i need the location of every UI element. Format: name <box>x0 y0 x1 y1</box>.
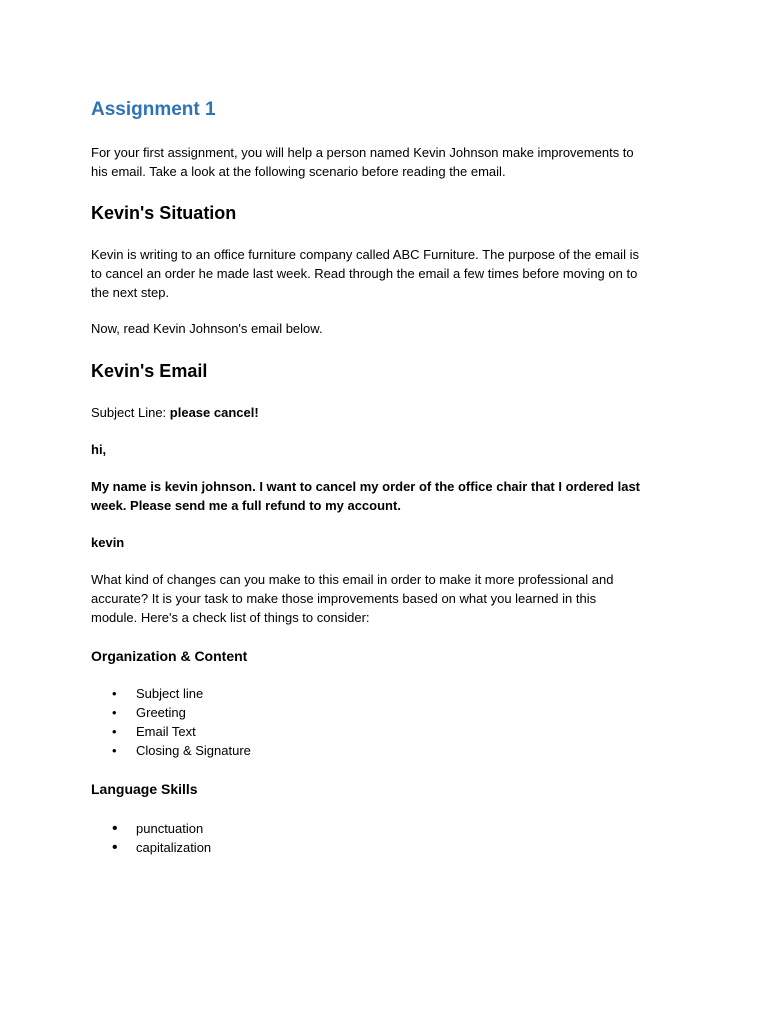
task-line: accurate? It is your task to make those improvements based on what you learned in this <box>91 591 597 606</box>
subject-label: Subject Line: <box>91 405 170 420</box>
email-heading: Kevin's Email <box>91 361 208 381</box>
list-item-label: capitalization <box>136 840 212 855</box>
intro-line: For your first assignment, you will help a person named Kevin Johnson make improvements to <box>91 145 634 160</box>
subject-text: please cancel! <box>169 405 259 420</box>
list-item <box>112 722 196 741</box>
document-title: Assignment 1 <box>91 99 216 120</box>
email-body-line: My name is kevin johnson. I want to cancel my order of the office chair that I ordered last <box>91 479 641 494</box>
email-subject-line <box>91 403 259 422</box>
email-body-line: week. Please send me a full refund to my account. <box>91 498 401 513</box>
list-item <box>112 838 211 857</box>
bullet-icon: • <box>112 724 117 739</box>
list-item-label: punctuation <box>136 821 204 836</box>
list-item <box>112 684 203 703</box>
bullet-icon: • <box>112 705 117 720</box>
list-item-label: Subject line <box>136 686 204 701</box>
checklist-heading-language: Language Skills <box>91 781 198 797</box>
list-item-label: Greeting <box>136 705 186 720</box>
list-item <box>112 703 186 722</box>
checklist-heading-organization: Organization & Content <box>91 648 248 664</box>
list-item-label: Email Text <box>136 724 196 739</box>
intro-line: his email. Take a look at the following scenario before reading the email. <box>91 164 506 179</box>
list-item <box>112 741 251 760</box>
bullet-icon: • <box>112 839 118 856</box>
task-line: What kind of changes can you make to this email in order to make it more professional and <box>91 572 614 587</box>
situation-line: to cancel an order he made last week. Read through the email a few times before moving on to <box>91 266 638 281</box>
email-intro-note: Now, read Kevin Johnson's email below. <box>91 321 323 336</box>
email-greeting: hi, <box>91 442 107 457</box>
bullet-icon: • <box>112 686 117 701</box>
situation-heading: Kevin's Situation <box>91 203 237 223</box>
situation-line: Kevin is writing to an office furniture company called ABC Furniture. The purpose of the email is <box>91 247 639 262</box>
email-signature: kevin <box>91 535 125 550</box>
bullet-icon: • <box>112 820 118 837</box>
list-item-label: Closing & Signature <box>136 743 251 758</box>
bullet-icon: • <box>112 743 117 758</box>
situation-line: the next step. <box>91 285 170 300</box>
task-line: module. Here's a check list of things to consider: <box>91 610 370 625</box>
list-item <box>112 819 203 838</box>
